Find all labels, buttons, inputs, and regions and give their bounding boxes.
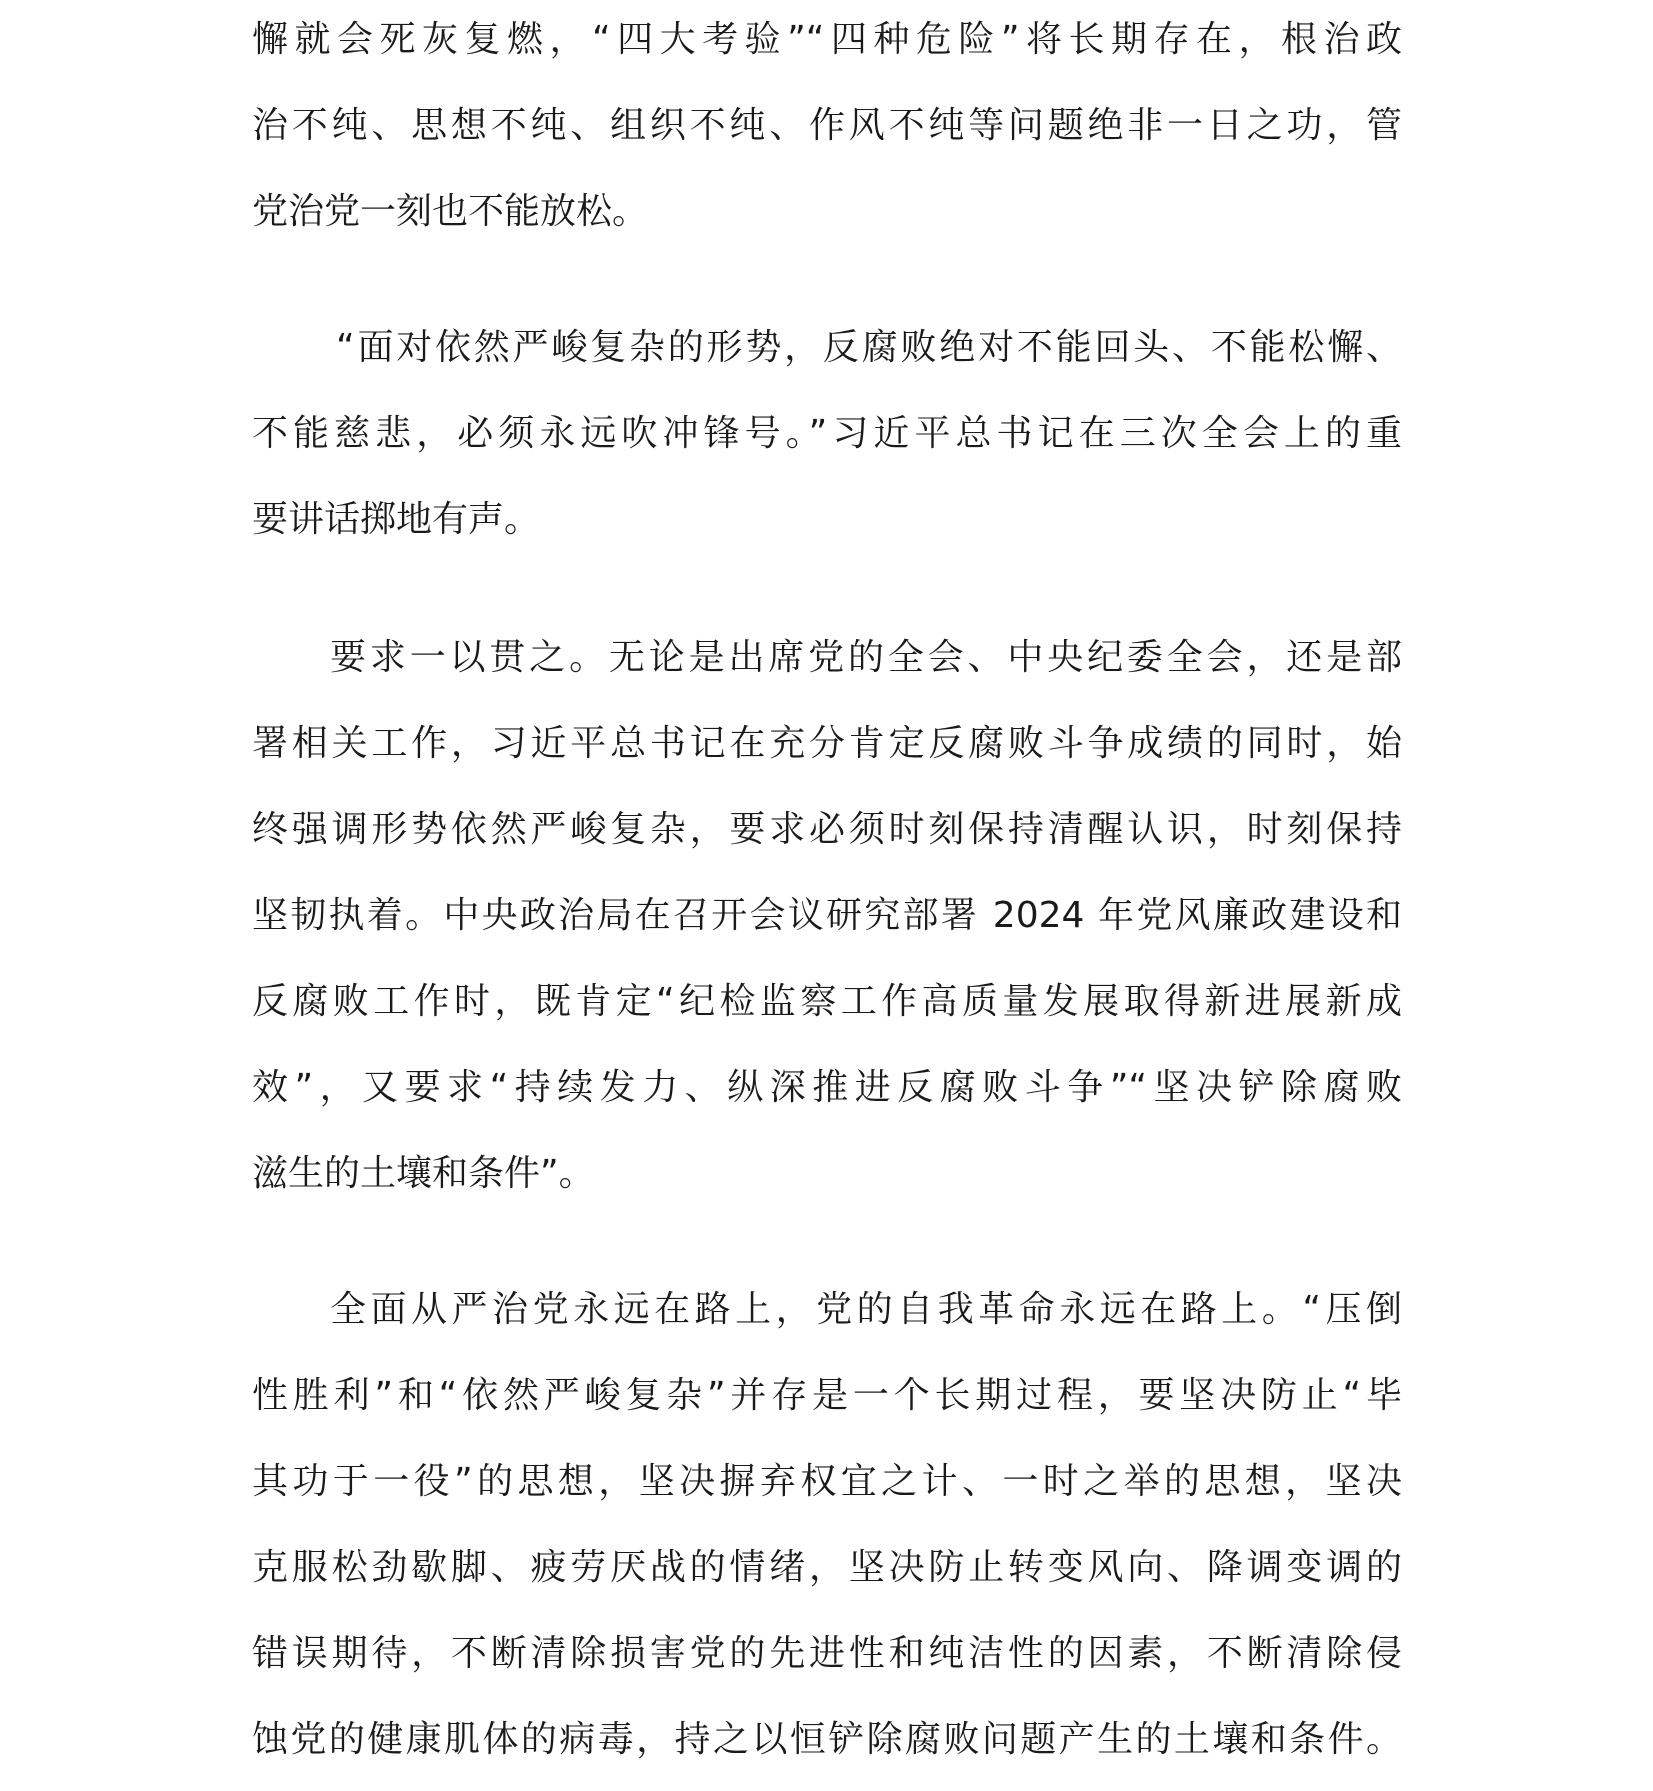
text-line: 要讲话掷地有声。 (252, 499, 541, 540)
text-line: 蚀党的健康肌体的病毒，持之以恒铲除腐败问题产生的土壤和条件。 (252, 1719, 1402, 1760)
text-line: 终强调形势依然严峻复杂，要求必须时刻保持清醒认识，时刻保持 (252, 809, 1402, 850)
text-line: 全面从严治党永远在路上，党的自我革命永远在路上。“压倒 (330, 1289, 1402, 1330)
text-line: 要求一以贯之。无论是出席党的全会、中央纪委全会，还是部 (330, 637, 1402, 678)
text-line: 不能慈悲，必须永远吹冲锋号。”习近平总书记在三次全会上的重 (252, 413, 1402, 454)
text-line: 党治党一刻也不能放松。 (252, 191, 649, 232)
text-line: 其功于一役”的思想，坚决摒弃权宜之计、一时之举的思想，坚决 (252, 1461, 1402, 1502)
text-line: 治不纯、思想不纯、组织不纯、作风不纯等问题绝非一日之功，管 (252, 105, 1402, 146)
text-line: 效”，又要求“持续发力、纵深推进反腐败斗争”“坚决铲除腐败 (252, 1067, 1402, 1108)
text-line: 滋生的土壤和条件”。 (252, 1153, 595, 1194)
text-line: 懈就会死灰复燃，“四大考验”“四种危险”将长期存在，根治政 (252, 19, 1402, 60)
text-line: 坚韧执着。中央政治局在召开会议研究部署 2024 年党风廉政建设和 (252, 895, 1402, 936)
text-line: 错误期待，不断清除损害党的先进性和纯洁性的因素，不断清除侵 (252, 1633, 1402, 1674)
text-line: “面对依然严峻复杂的形势，反腐败绝对不能回头、不能松懈、 (336, 327, 1402, 368)
text-line: 署相关工作，习近平总书记在充分肯定反腐败斗争成绩的同时，始 (252, 723, 1402, 764)
text-line: 反腐败工作时，既肯定“纪检监察工作高质量发展取得新进展新成 (252, 981, 1402, 1022)
text-line: 性胜利”和“依然严峻复杂”并存是一个长期过程，要坚决防止“毕 (252, 1375, 1402, 1416)
text-line: 克服松劲歇脚、疲劳厌战的情绪，坚决防止转变风向、降调变调的 (252, 1547, 1402, 1588)
